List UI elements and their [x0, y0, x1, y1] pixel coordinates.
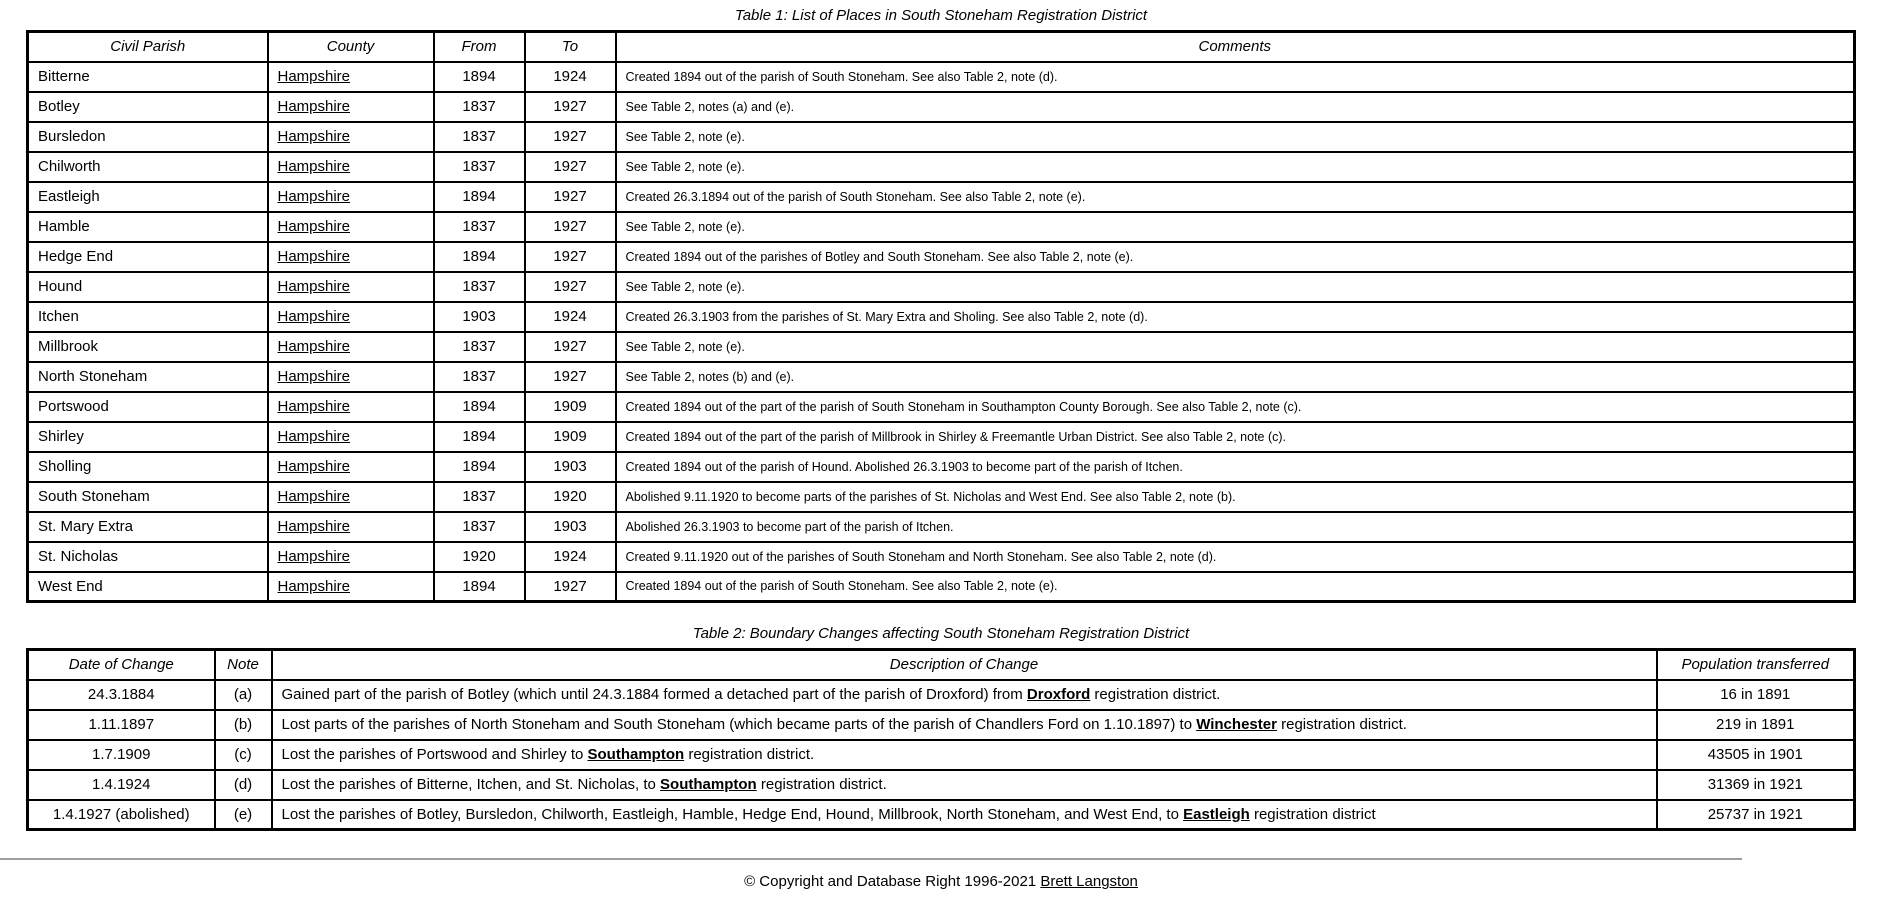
county-cell: [268, 122, 434, 152]
date-of-change-cell: 1.7.1909: [28, 740, 215, 770]
from-year-cell: 1894: [434, 182, 525, 212]
table1-header-comments: Comments: [616, 32, 1855, 62]
table1-row: [28, 422, 1855, 452]
county-link[interactable]: Hampshire: [277, 248, 351, 265]
table2-header-population: Population transferred: [1657, 650, 1855, 680]
date-of-change-cell: 1.11.1897: [28, 710, 215, 740]
civil-parish-cell: Sholling: [28, 452, 268, 482]
date-of-change-cell: 1.4.1927 (abolished): [28, 800, 215, 830]
table1-row: [28, 542, 1855, 572]
to-year-cell: 1927: [525, 332, 616, 362]
from-year-cell: 1920: [434, 542, 525, 572]
county-link[interactable]: Hampshire: [277, 68, 351, 85]
table1-row: [28, 242, 1855, 272]
comments-cell: Created 1894 out of the parish of South Stoneham. See also Table 2, note (d).: [616, 62, 1855, 92]
description-cell: [272, 740, 1657, 770]
civil-parish-cell: Botley: [28, 92, 268, 122]
note-cell: (a): [215, 680, 272, 710]
from-year-cell: 1837: [434, 212, 525, 242]
note-cell: (d): [215, 770, 272, 800]
district-link[interactable]: Southampton: [660, 776, 757, 793]
population-transferred-cell: 25737 in 1921: [1657, 800, 1855, 830]
county-cell: [268, 62, 434, 92]
population-transferred-cell: 43505 in 1901: [1657, 740, 1855, 770]
county-link[interactable]: Hampshire: [277, 577, 351, 595]
to-year-cell: 1927: [525, 92, 616, 122]
comments-cell: Abolished 9.11.1920 to become parts of the parishes of St. Nicholas and West End. See also Table 2, note (b).: [616, 482, 1855, 512]
county-link[interactable]: Hampshire: [277, 458, 351, 475]
table2-row: [28, 680, 1855, 710]
civil-parish-cell: Shirley: [28, 422, 268, 452]
comments-cell: See Table 2, note (e).: [616, 272, 1855, 302]
civil-parish-cell: Hedge End: [28, 242, 268, 272]
table1-row: [28, 572, 1855, 602]
county-cell: [268, 362, 434, 392]
description-cell: [272, 800, 1657, 830]
description-text-before: Lost the parishes of Portswood and Shirley to: [281, 746, 588, 763]
author-link[interactable]: Brett Langston: [1040, 873, 1138, 890]
to-year-cell: 1903: [525, 452, 616, 482]
county-cell: [268, 512, 434, 542]
comments-cell: Created 1894 out of the parish of Hound. Abolished 26.3.1903 to become part of the parish of Itchen.: [616, 452, 1855, 482]
copyright-footer: [0, 873, 1882, 890]
table2-header-row: [28, 650, 1855, 680]
table1-row: [28, 392, 1855, 422]
county-cell: [268, 152, 434, 182]
to-year-cell: 1909: [525, 392, 616, 422]
county-link[interactable]: Hampshire: [277, 338, 351, 355]
to-year-cell: 1924: [525, 302, 616, 332]
to-year-cell: 1927: [525, 182, 616, 212]
district-link[interactable]: Droxford: [1026, 686, 1091, 703]
county-cell: [268, 332, 434, 362]
comments-cell: Created 26.3.1903 from the parishes of St. Mary Extra and Sholing. See also Table 2, note (d).: [616, 302, 1855, 332]
from-year-cell: 1837: [434, 152, 525, 182]
county-cell: [268, 212, 434, 242]
civil-parish-cell: Millbrook: [28, 332, 268, 362]
population-transferred-cell: 16 in 1891: [1657, 680, 1855, 710]
table1-row: [28, 92, 1855, 122]
civil-parish-cell: Itchen: [28, 302, 268, 332]
county-link[interactable]: Hampshire: [277, 428, 351, 445]
civil-parish-cell: Bursledon: [28, 122, 268, 152]
description-text-after: registration district.: [684, 746, 815, 763]
table2-header-note: Note: [215, 650, 272, 680]
table1-row: [28, 212, 1855, 242]
district-link[interactable]: Winchester: [1196, 716, 1277, 733]
civil-parish-cell: South Stoneham: [28, 482, 268, 512]
note-cell: (b): [215, 710, 272, 740]
table1-places: [26, 30, 1856, 603]
from-year-cell: 1837: [434, 512, 525, 542]
table1-row: [28, 62, 1855, 92]
to-year-cell: 1927: [525, 242, 616, 272]
county-link[interactable]: Hampshire: [277, 218, 351, 235]
civil-parish-cell: Chilworth: [28, 152, 268, 182]
description-text-before: Lost the parishes of Bitterne, Itchen, and St. Nicholas, to: [281, 776, 661, 793]
comments-cell: Created 1894 out of the parish of South Stoneham. See also Table 2, note (e).: [616, 572, 1855, 602]
comments-cell: See Table 2, note (e).: [616, 122, 1855, 152]
to-year-cell: 1924: [525, 62, 616, 92]
civil-parish-cell: Eastleigh: [28, 182, 268, 212]
table2-row: [28, 800, 1855, 830]
civil-parish-cell: Portswood: [28, 392, 268, 422]
table1-row: [28, 122, 1855, 152]
date-of-change-cell: 1.4.1924: [28, 770, 215, 800]
civil-parish-cell: North Stoneham: [28, 362, 268, 392]
table2-row: [28, 770, 1855, 800]
county-cell: [268, 452, 434, 482]
comments-cell: Created 26.3.1894 out of the parish of South Stoneham. See also Table 2, note (e).: [616, 182, 1855, 212]
note-cell: (c): [215, 740, 272, 770]
to-year-cell: 1927: [525, 152, 616, 182]
comments-cell: Created 1894 out of the part of the parish of Millbrook in Shirley & Freemantle Urban District. See also Table 2, note (c).: [616, 422, 1855, 452]
county-link[interactable]: Hampshire: [277, 278, 351, 295]
county-cell: [268, 422, 434, 452]
table1-row: [28, 182, 1855, 212]
comments-cell: See Table 2, note (e).: [616, 332, 1855, 362]
comments-cell: See Table 2, note (e).: [616, 212, 1855, 242]
county-cell: [268, 572, 434, 602]
comments-cell: Created 1894 out of the parishes of Botley and South Stoneham. See also Table 2, note (e).: [616, 242, 1855, 272]
from-year-cell: 1837: [434, 272, 525, 302]
comments-cell: See Table 2, notes (b) and (e).: [616, 362, 1855, 392]
description-text-before: Gained part of the parish of Botley (which until 24.3.1884 formed a detached part of the parish of Droxford) from: [281, 686, 1027, 703]
description-text-after: registration district: [1249, 805, 1376, 823]
county-link[interactable]: Hampshire: [277, 548, 351, 565]
table1-header-from: From: [434, 32, 525, 62]
note-cell: (e): [215, 800, 272, 830]
table1-header-civil-parish: Civil Parish: [28, 32, 268, 62]
comments-cell: Created 1894 out of the part of the parish of South Stoneham in Southampton County Borough. See also Table 2, note (c).: [616, 392, 1855, 422]
from-year-cell: 1837: [434, 92, 525, 122]
population-transferred-cell: 31369 in 1921: [1657, 770, 1855, 800]
civil-parish-cell: Hamble: [28, 212, 268, 242]
table2-caption: Table 2: Boundary Changes affecting South Stoneham Registration District: [692, 625, 1190, 642]
table1-row: [28, 482, 1855, 512]
civil-parish-cell: West End: [28, 572, 268, 602]
table2-header-description: Description of Change: [272, 650, 1657, 680]
county-cell: [268, 542, 434, 572]
from-year-cell: 1894: [434, 62, 525, 92]
table2-boundary-changes: [26, 648, 1856, 831]
from-year-cell: 1837: [434, 362, 525, 392]
district-link[interactable]: Eastleigh: [1183, 805, 1250, 823]
from-year-cell: 1894: [434, 422, 525, 452]
to-year-cell: 1927: [525, 122, 616, 152]
table1-row: [28, 272, 1855, 302]
table1-row: [28, 302, 1855, 332]
county-link[interactable]: Hampshire: [277, 308, 351, 325]
county-link[interactable]: Hampshire: [277, 188, 351, 205]
table1-row: [28, 332, 1855, 362]
civil-parish-cell: Bitterne: [28, 62, 268, 92]
table2-row: [28, 740, 1855, 770]
to-year-cell: 1924: [525, 542, 616, 572]
comments-cell: Abolished 26.3.1903 to become part of the parish of Itchen.: [616, 512, 1855, 542]
civil-parish-cell: St. Mary Extra: [28, 512, 268, 542]
district-link[interactable]: Southampton: [587, 746, 685, 763]
comments-cell: Created 9.11.1920 out of the parishes of South Stoneham and North Stoneham. See also Table 2, note (d).: [616, 542, 1855, 572]
county-link[interactable]: Hampshire: [277, 128, 351, 145]
table1-row: [28, 452, 1855, 482]
county-link[interactable]: Hampshire: [277, 158, 351, 175]
description-text-after: registration district.: [1090, 686, 1221, 703]
description-text-before: Lost parts of the parishes of North Stoneham and South Stoneham (which became parts of the parish of Chandlers Ford on 1.10.1897) to: [281, 716, 1197, 733]
to-year-cell: 1927: [525, 272, 616, 302]
county-cell: [268, 392, 434, 422]
table1-header-county: County: [268, 32, 434, 62]
description-cell: [272, 680, 1657, 710]
description-cell: [272, 710, 1657, 740]
description-text-after: registration district.: [756, 776, 887, 793]
date-of-change-cell: 24.3.1884: [28, 680, 215, 710]
county-cell: [268, 182, 434, 212]
county-link[interactable]: Hampshire: [277, 488, 351, 505]
table2-row: [28, 710, 1855, 740]
county-link[interactable]: Hampshire: [277, 98, 351, 115]
to-year-cell: 1920: [525, 482, 616, 512]
copyright-text: © Copyright and Database Right 1996-2021: [744, 873, 1041, 890]
from-year-cell: 1894: [434, 452, 525, 482]
county-cell: [268, 92, 434, 122]
table1-row: [28, 512, 1855, 542]
county-link[interactable]: Hampshire: [277, 518, 351, 535]
table1-caption: Table 1: List of Places in South Stoneham Registration District: [734, 7, 1148, 24]
to-year-cell: 1927: [525, 572, 616, 602]
county-cell: [268, 272, 434, 302]
from-year-cell: 1894: [434, 242, 525, 272]
description-cell: [272, 770, 1657, 800]
footer-divider: [0, 858, 1742, 860]
from-year-cell: 1903: [434, 302, 525, 332]
to-year-cell: 1903: [525, 512, 616, 542]
comments-cell: See Table 2, notes (a) and (e).: [616, 92, 1855, 122]
description-text-after: registration district.: [1276, 716, 1407, 733]
county-link[interactable]: Hampshire: [277, 398, 351, 415]
county-cell: [268, 302, 434, 332]
county-link[interactable]: Hampshire: [277, 368, 351, 385]
from-year-cell: 1837: [434, 332, 525, 362]
county-cell: [268, 482, 434, 512]
from-year-cell: 1894: [434, 572, 525, 602]
from-year-cell: 1837: [434, 482, 525, 512]
to-year-cell: 1927: [525, 212, 616, 242]
civil-parish-cell: Hound: [28, 272, 268, 302]
table1-header-to: To: [525, 32, 616, 62]
table1-row: [28, 362, 1855, 392]
table1-row: [28, 152, 1855, 182]
to-year-cell: 1927: [525, 362, 616, 392]
from-year-cell: 1894: [434, 392, 525, 422]
table2-header-date: Date of Change: [28, 650, 215, 680]
population-transferred-cell: 219 in 1891: [1657, 710, 1855, 740]
to-year-cell: 1909: [525, 422, 616, 452]
table1-header-row: [28, 32, 1855, 62]
comments-cell: See Table 2, note (e).: [616, 152, 1855, 182]
county-cell: [268, 242, 434, 272]
civil-parish-cell: St. Nicholas: [28, 542, 268, 572]
description-text-before: Lost the parishes of Botley, Bursledon, Chilworth, Eastleigh, Hamble, Hedge End, Hound, Millbrook, North Stoneham, and West End, to: [281, 805, 1184, 823]
from-year-cell: 1837: [434, 122, 525, 152]
